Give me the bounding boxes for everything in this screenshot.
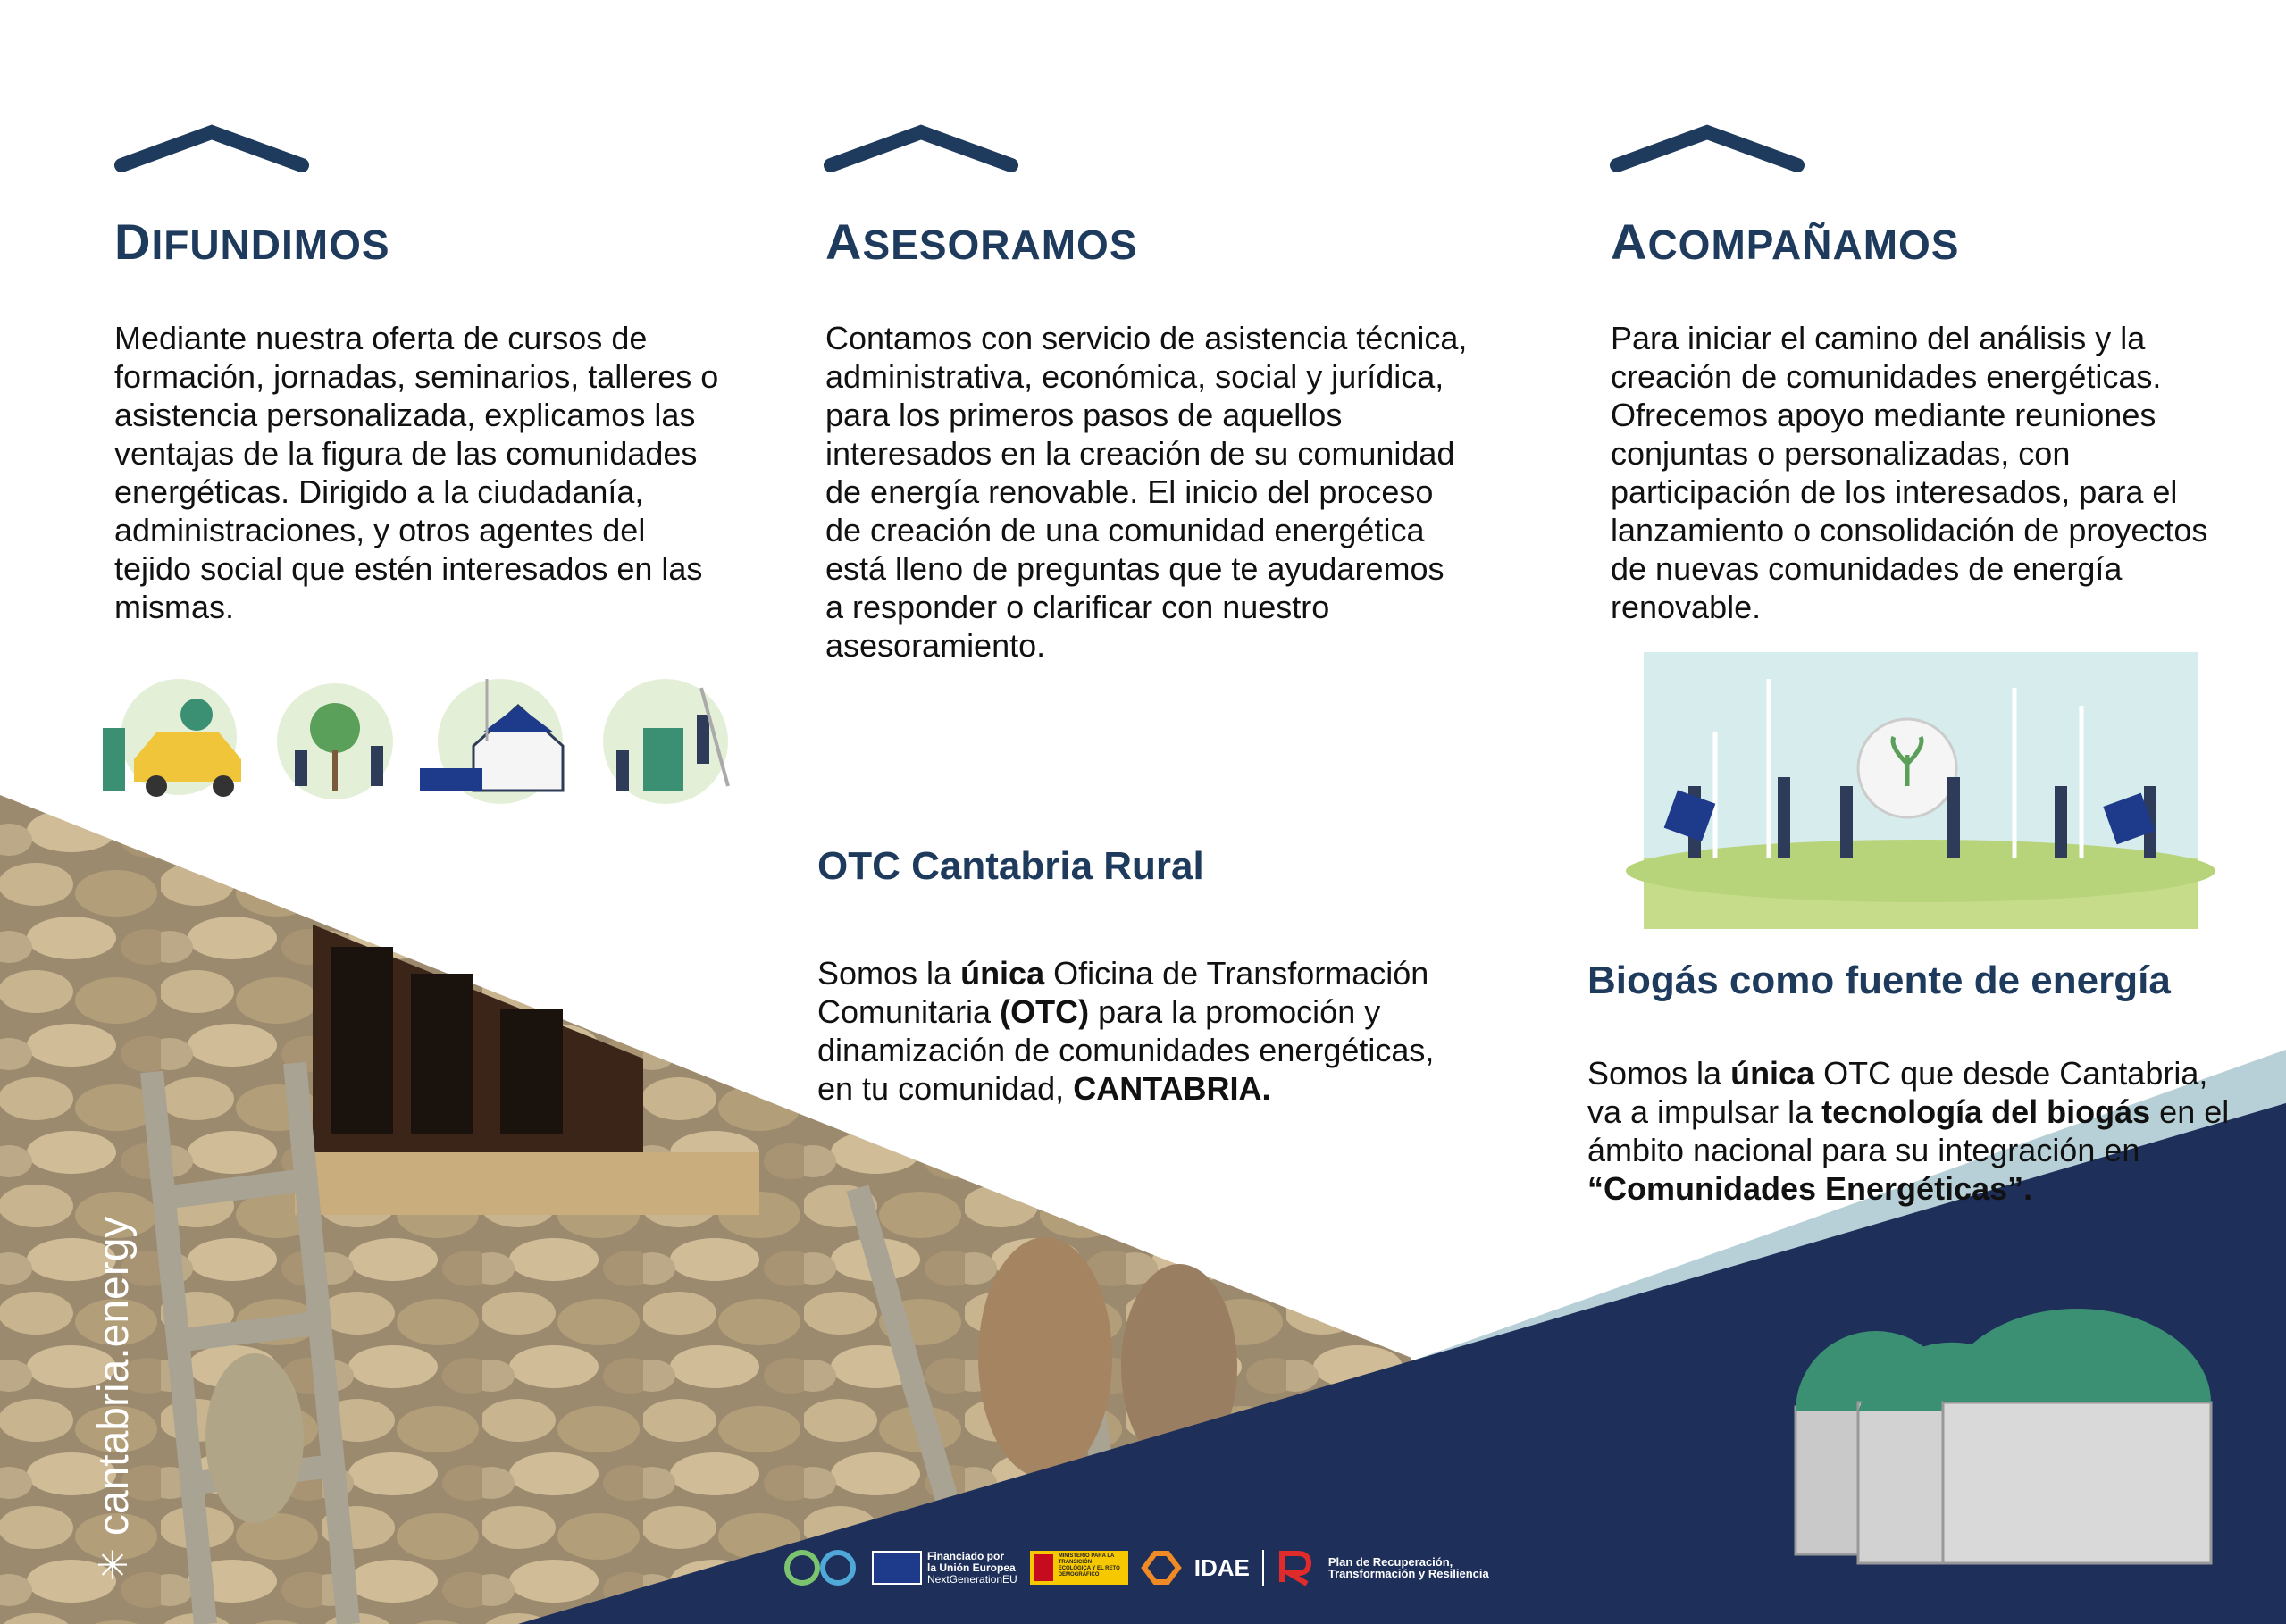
ministry-logo: MINISTERIO PARA LA TRANSICIÓN ECOLÓGICA Y EL RETO DEMOGRÁFICO xyxy=(1030,1551,1128,1585)
biogas-title: Biogás como fuente de energía xyxy=(1587,958,2171,1002)
heading-difundimos: DIFUNDIMOS xyxy=(114,213,390,270)
biogas-body: Somos la única OTC que desde Cantabria, va a impulsar la tecnología del biogás en el ámbito nacional para su integración en “Comunidades Energéticas”. xyxy=(1587,1055,2230,1207)
heading-acompanamos: ACOMPAÑAMOS xyxy=(1611,213,1960,270)
spain-shield-icon xyxy=(1034,1554,1053,1581)
otc-body: Somos la única Oficina de Transformación Comunitaria (OTC) para la promoción y dinamización de comunidades energéticas, en tu comunidad, CANTABRIA. xyxy=(817,955,1435,1107)
window-illustration xyxy=(295,925,759,1215)
oee-logo-icon xyxy=(784,1548,859,1587)
footer-logos xyxy=(784,1545,1489,1590)
otc-title: OTC Cantabria Rural xyxy=(817,844,1204,888)
body-difundimos: Mediante nuestra oferta de cursos de formación, jornadas, seminarios, talleres o asistencia personalizada, explicamos las ventajas de la figura de las comunidades energéticas. Dirigido a la ciudadanía, administraciones, y otros agentes del tejido social que estén interesados en las mismas. xyxy=(114,320,719,625)
heading-asesoramos: ASESORAMOS xyxy=(825,213,1138,270)
community-energy-illustration xyxy=(1626,652,2215,929)
roof-icon-acompanamos xyxy=(1617,132,1797,165)
idae-logo-text: IDAE xyxy=(1193,1553,1250,1581)
eu-flag-icon xyxy=(872,1551,922,1585)
body-asesoramos: Contamos con servicio de asistencia técnica, administrativa, económica, social y jurídica, para los primeros pasos de aquellos interesados en la creación de su comunidad de energía renovable. El inicio del proceso de creación de una comunidad energética está lleno de preguntas que te ayudaremos a responder o clarificar con nuestro asesoramiento. xyxy=(825,320,1468,664)
brand-vertical xyxy=(89,1217,138,1581)
recovery-plan-icon xyxy=(1277,1550,1316,1586)
idae-logo-icon xyxy=(1141,1550,1182,1586)
biogas-digester-illustration xyxy=(1796,1309,2211,1563)
body-acompanamos: Para iniciar el camino del análisis y la creación de comunidades energéticas. Ofrecemos apoyo mediante reuniones conjuntas o personalizadas, con participación de los interesados, para el lanzamiento o consolidación de proyectos de nuevas comunidades de energía renovable. xyxy=(1611,320,2208,625)
roof-icon-asesoramos xyxy=(831,132,1011,165)
recovery-plan-text: Plan de Recuperación, Transformación y Resiliencia xyxy=(1327,1555,1489,1580)
brand-logo-icon: ✳ xyxy=(92,1548,136,1581)
brand-text: cantabria.energy xyxy=(90,1216,138,1536)
roof-icon-difundimos xyxy=(121,132,302,165)
sustainability-icons-row xyxy=(103,679,728,804)
eu-logo: Financiado por la Unión Europea NextGenerationEU xyxy=(872,1551,1017,1586)
